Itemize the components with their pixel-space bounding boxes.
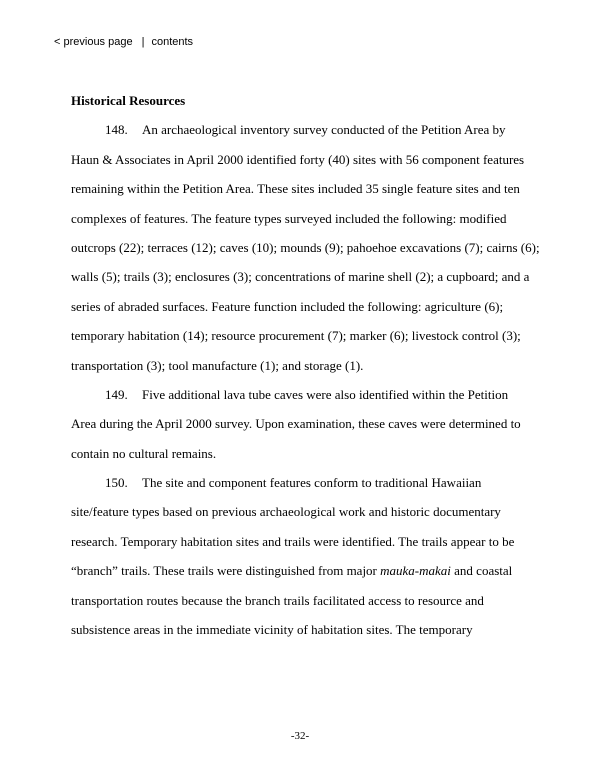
document-body [71,86,541,644]
line-text: An archaeological inventory survey conducted of the Petition Area by [142,122,506,138]
contents-link[interactable]: contents [151,36,194,48]
paragraph-150 [71,468,541,644]
line-text: “branch” trails. These trails were distinguished from major [71,563,381,579]
page-number: -32- [290,730,310,742]
paragraph-line: Area during the April 2000 survey. Upon examination, these caves were determined to [71,416,521,432]
paragraph-number: 148. [105,122,128,138]
paragraph-line: site/feature types based on previous archaeological work and historic documentary [71,504,501,520]
page-navigation [54,36,193,48]
paragraph-line: Haun & Associates in April 2000 identified forty (40) sites with 56 component features [71,151,525,167]
paragraph-number: 150. [105,475,128,491]
paragraph-148 [71,115,541,380]
paragraph-line: outcrops (22); terraces (12); caves (10); mounds (9); pahoehoe excavations (7); cairns (6); [71,239,540,255]
paragraph-line: temporary habitation (14); resource procurement (7); marker (6); livestock control (3); [71,328,521,344]
paragraph-line: transportation (3); tool manufacture (1); and storage (1). [71,357,364,373]
paragraph-line: complexes of features. The feature types surveyed included the following: modified [71,210,507,226]
italic-term: mauka-makai [380,563,451,579]
paragraph-line [71,115,541,144]
line-text: and coastal [450,563,513,579]
paragraph-149 [71,380,541,468]
paragraph-line [71,468,541,497]
paragraph-line [71,556,541,585]
paragraph-line [71,380,541,409]
paragraph-line: subsistence areas in the immediate vicinity of habitation sites. The temporary [71,622,473,638]
line-text: The site and component features conform to traditional Hawaiian [142,475,482,491]
paragraph-line: contain no cultural remains. [71,445,217,461]
section-heading: Historical Resources [71,93,186,108]
paragraph-number: 149. [105,386,128,402]
paragraph-line: remaining within the Petition Area. These sites included 35 single feature sites and ten [71,181,520,197]
paragraph-line: research. Temporary habitation sites and trails were identified. The trails appear to be [71,533,515,549]
nav-separator: | [141,36,145,48]
previous-page-link[interactable]: < previous page [54,36,133,48]
paragraph-line: walls (5); trails (3); enclosures (3); concentrations of marine shell (2); a cupboard; and a [71,269,530,285]
line-text: Five additional lava tube caves were also identified within the Petition [142,386,509,402]
paragraph-line: series of abraded surfaces. Feature function included the following: agriculture (6); [71,298,504,314]
paragraph-line: transportation routes because the branch trails facilitated access to resource and [71,592,484,608]
